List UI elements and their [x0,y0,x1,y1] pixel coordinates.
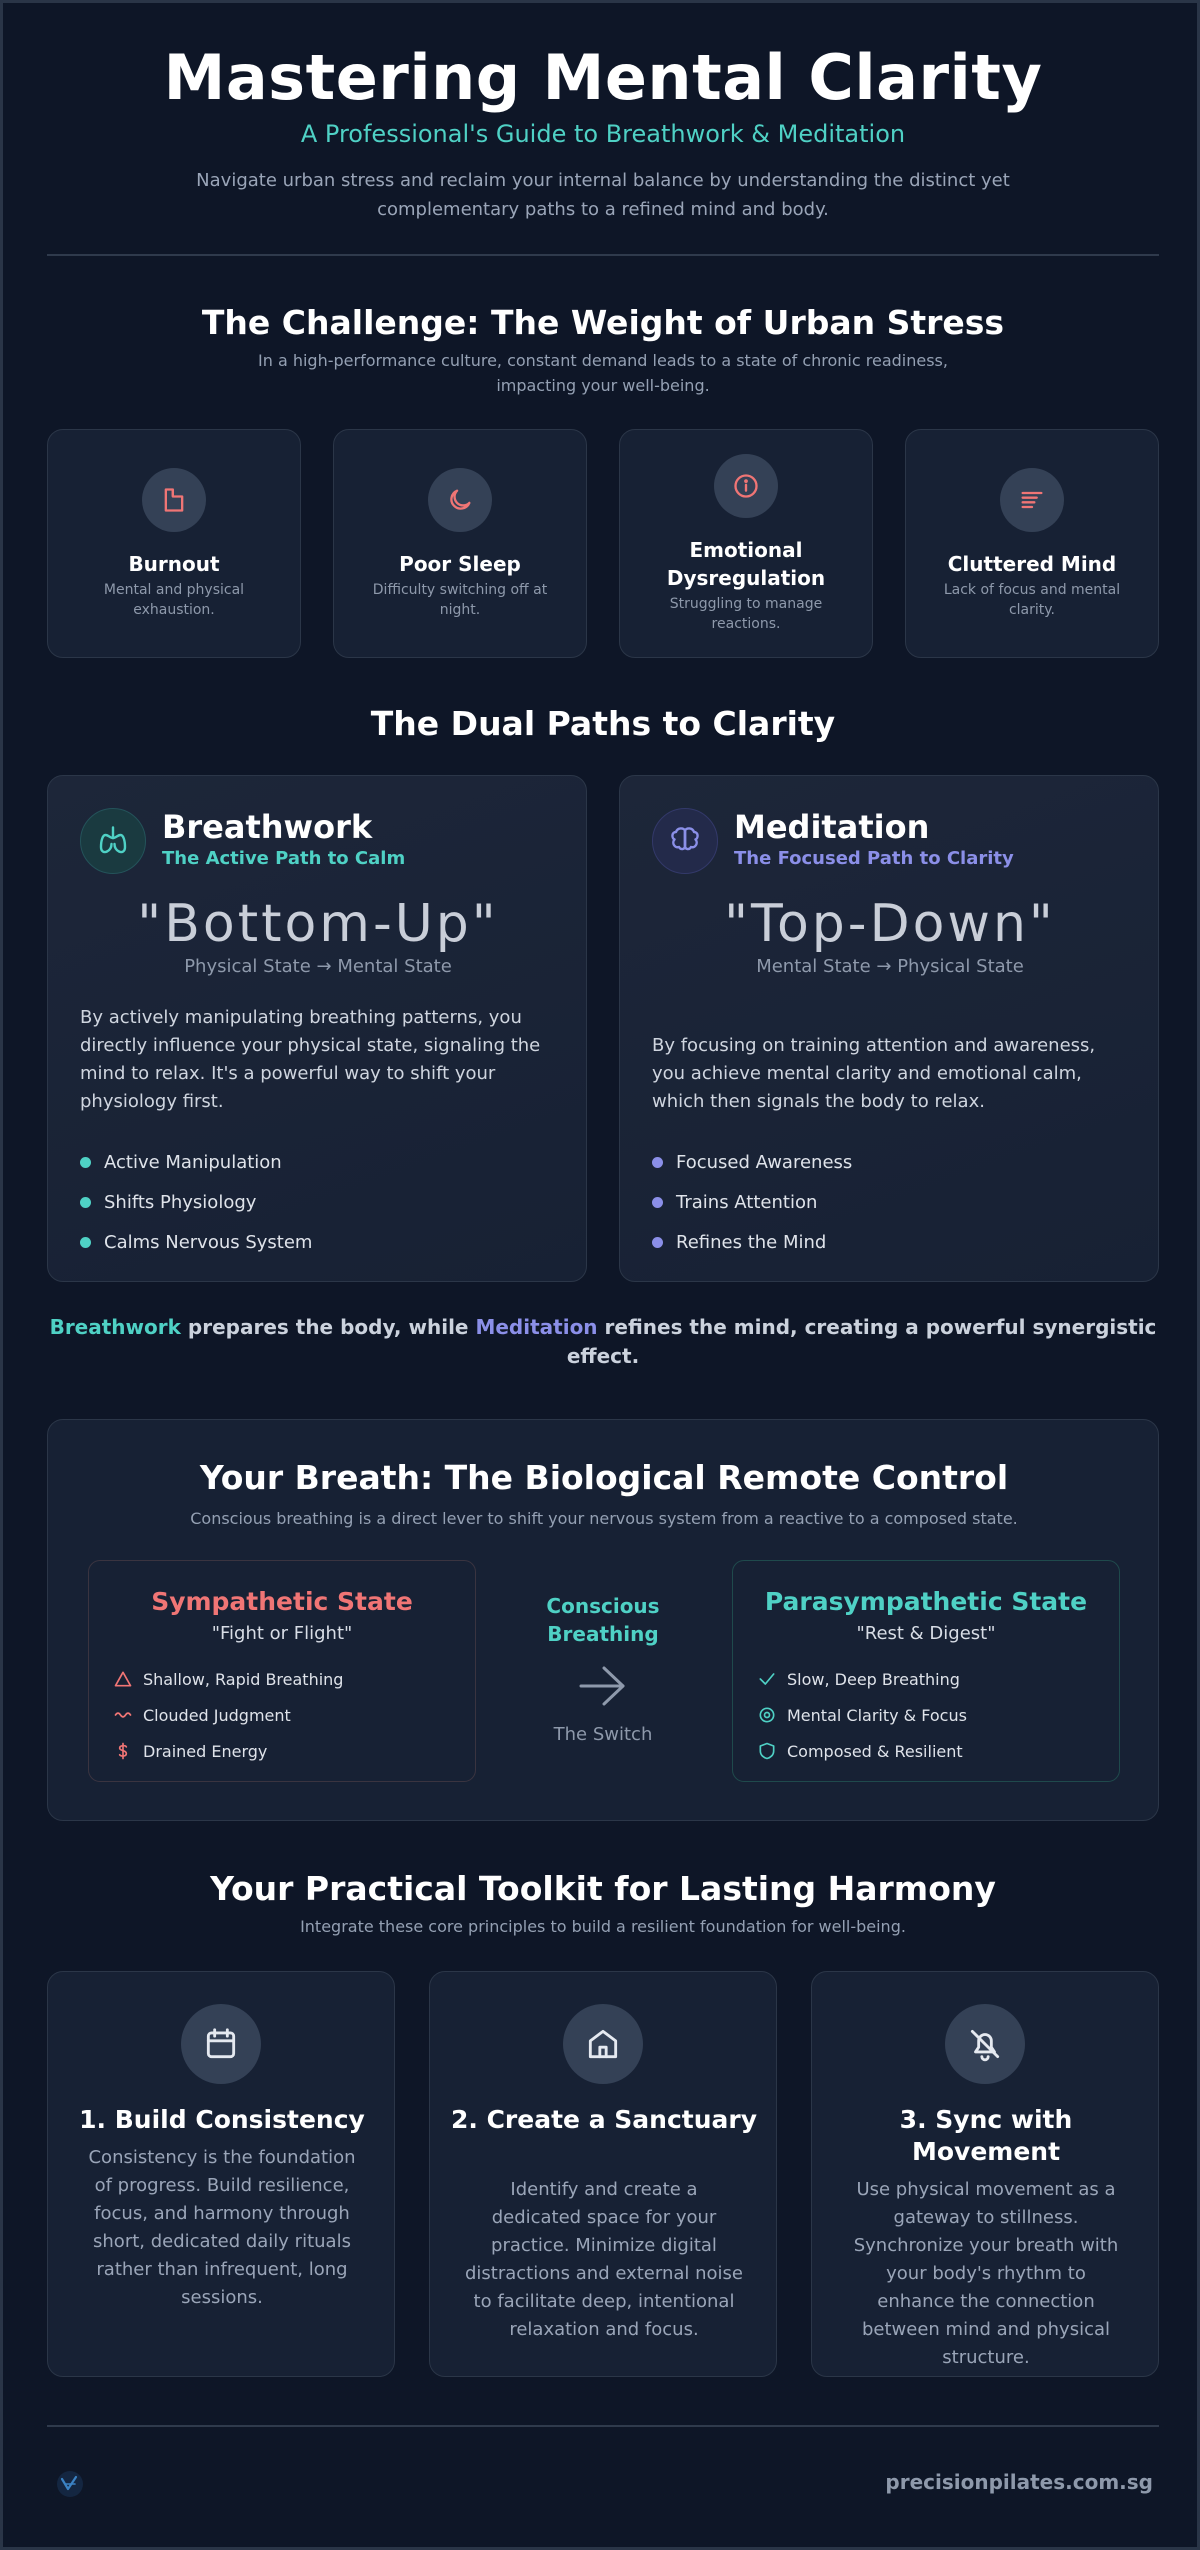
info-icon [714,454,778,518]
warning-icon [113,1669,133,1689]
meditation-tagline: The Focused Path to Clarity [734,848,1014,869]
breathwork-title: Breathwork [162,808,373,846]
switch-label: Conscious Breathing [546,1594,660,1646]
page-title: Mastering Mental Clarity [163,41,1043,114]
challenge-desc: Mental and physical exhaustion. [103,582,245,618]
toolkit-card-sanctuary [429,1971,777,2377]
meditation-title: Meditation [734,808,930,846]
remote-title: Your Breath: The Biological Remote Control [199,1458,1009,1497]
list-item: Trains Attention [652,1182,852,1222]
list-item: Composed & Resilient [757,1733,967,1769]
remote-description: Conscious breathing is a direct lever to shift your nervous system from a reactive to a composed state. [190,1509,1018,1528]
brain-icon [652,808,718,874]
challenge-desc: Difficulty switching off at night. [372,582,548,618]
synergy-meditation: Meditation [475,1315,598,1339]
breathwork-card [47,775,587,1282]
toolkit-card-consistency [47,1971,395,2377]
bullet-icon [652,1237,663,1248]
breathwork-body: By actively manipulating breathing patterns, you directly influence your physical state, signaling the mind to relax. It's a powerful way to shift your physiology first. [80,1007,541,1112]
challenge-description: In a high-performance culture, constant demand leads to a state of chronic readiness, impacting your well-being. [258,351,948,395]
paths-title: The Dual Paths to Clarity [370,704,836,743]
toolkit-card-movement [811,1971,1159,2377]
list-item: Focused Awareness [652,1142,852,1182]
meditation-body: By focusing on training attention and awareness, you achieve mental clarity and emotional calm, which then signals the body to relax. [652,1035,1096,1112]
divider [47,2425,1159,2427]
meditation-card [619,775,1159,1282]
challenge-card-emotional-dysregulation [619,429,873,658]
moon-icon [428,468,492,532]
logo-icon [53,2469,87,2499]
bullet-icon [80,1157,91,1168]
challenge-desc: Struggling to manage reactions. [669,596,823,632]
list-item: Calms Nervous System [80,1222,312,1262]
challenge-name: Burnout [128,552,220,576]
sympathetic-title: Sympathetic State [151,1587,413,1616]
lungs-icon [80,808,146,874]
synergy-statement: Breathwork prepares the body, while Meditation refines the mind, creating a powerful synergistic effect. [49,1315,1157,1368]
page-subtitle: A Professional's Guide to Breathwork & Meditation [300,120,906,148]
meditation-approach: "Top-Down" [724,894,1056,954]
list-item: Mental Clarity & Focus [757,1697,967,1733]
toolkit-card-desc: Consistency is the foundation of progress. Build resilience, focus, and harmony through short, dedicated daily rituals rather than infrequent, long sessions. [88,2147,356,2308]
list-item: Active Manipulation [80,1142,312,1182]
parasympathetic-title: Parasympathetic State [764,1587,1088,1616]
sympathetic-card [88,1560,476,1782]
list-item: Slow, Deep Breathing [757,1661,967,1697]
toolkit-card-title: 2. Create a Sanctuary [450,2105,758,2134]
parasympathetic-list [757,1661,967,1769]
challenge-card-burnout [47,429,301,658]
arrow-right-icon [578,1664,628,1708]
list-item: Clouded Judgment [113,1697,343,1733]
divider [47,254,1159,256]
list-item: Drained Energy [113,1733,343,1769]
synergy-breathwork: Breathwork [49,1315,181,1339]
meditation-flow: Mental State → Physical State [756,956,1024,977]
breathwork-flow: Physical State → Mental State [184,956,452,977]
toolkit-card-title: 3. Sync with Movement [899,2105,1073,2166]
challenge-name: Emotional Dysregulation [666,538,826,590]
calendar-icon [181,2004,261,2084]
bullet-icon [80,1237,91,1248]
page-intro: Navigate urban stress and reclaim your internal balance by understanding the distinct yet complementary paths to a refined mind and body. [196,170,1010,220]
document-icon [142,468,206,532]
meditation-points [652,1142,852,1262]
switch-subtitle: The Switch [553,1724,653,1745]
shield-icon [757,1741,777,1761]
wave-icon [113,1705,133,1725]
bell-off-icon [945,2004,1025,2084]
toolkit-title: Your Practical Toolkit for Lasting Harmony [210,1869,996,1908]
parasympathetic-subtitle: "Rest & Digest" [856,1623,996,1644]
footer-link[interactable]: precisionpilates.com.sg [885,2470,1153,2494]
list-item: Shallow, Rapid Breathing [113,1661,343,1697]
challenge-name: Poor Sleep [399,552,521,576]
dollar-icon [113,1741,133,1761]
toolkit-card-title: 1. Build Consistency [79,2105,365,2134]
check-icon [757,1669,777,1689]
toolkit-description: Integrate these core principles to build a resilient foundation for well-being. [300,1917,906,1936]
home-icon [563,2004,643,2084]
toolkit-card-desc: Identify and create a dedicated space for your practice. Minimize digital distractions and external noise to facilitate deep, intentional relaxation and focus. [464,2179,743,2340]
list-item: Refines the Mind [652,1222,852,1262]
target-icon [757,1705,777,1725]
remote-control-panel [47,1419,1159,1821]
breathwork-approach: "Bottom-Up" [137,894,499,954]
bullet-icon [80,1197,91,1208]
toolkit-card-desc: Use physical movement as a gateway to stillness. Synchronize your breath with your body's rhythm to enhance the connection between mind and physical structure. [853,2179,1119,2368]
challenge-title: The Challenge: The Weight of Urban Stress [201,303,1005,342]
challenge-name: Cluttered Mind [947,552,1117,576]
challenge-card-cluttered-mind [905,429,1159,658]
bullet-icon [652,1157,663,1168]
sympathetic-subtitle: "Fight or Flight" [211,1623,353,1644]
breathwork-tagline: The Active Path to Calm [162,848,406,869]
breathwork-points [80,1142,312,1262]
lines-icon [1000,468,1064,532]
sympathetic-list [113,1661,343,1769]
challenge-desc: Lack of focus and mental clarity. [943,582,1121,618]
list-item: Shifts Physiology [80,1182,312,1222]
bullet-icon [652,1197,663,1208]
challenge-card-poor-sleep [333,429,587,658]
parasympathetic-card [732,1560,1120,1782]
